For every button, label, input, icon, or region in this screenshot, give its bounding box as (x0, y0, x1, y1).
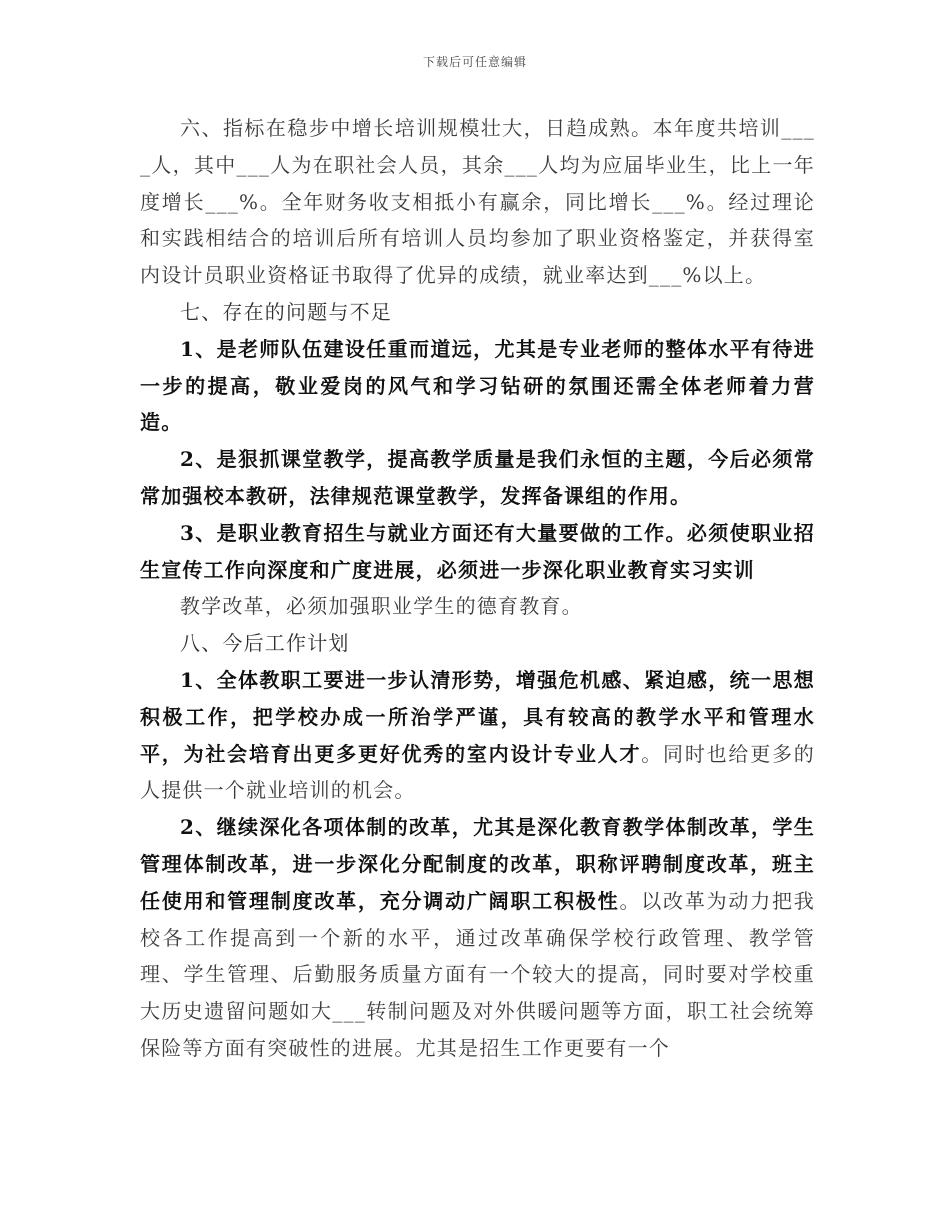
paragraph-indicators: 六、指标在稳步中增长培训规模壮大，日趋成熟。本年度共培训____人，其中___人为在职社会人员，其余___人均为应届毕业生，比上一年度增长___%。全年财务收支相抵小有赢余，同比增长___%。经过理论和实践相结合的培训后所有培训人员均参加了职业资格鉴定，并获得室内设计员职业资格证书取得了优异的成绩，就业率达到___%以上。 (140, 116, 815, 288)
section-heading-problems: 七、存在的问题与不足 (180, 299, 392, 324)
paragraph-plan-2-normal-text: 。以改革为动力把我校各工作提高到一个新的水平，通过改革确保学校行政管理、教学管理、学生管理、后勤服务质量方面有一个较大的提高，同时要对学校重大历史遗留问题如大___转制问题及对外供暖问题等方面，职工社会统筹保险等方面有突破性的进展。尤其是招生工作更要有一个 (140, 888, 815, 1060)
paragraph-problem-1: 1、是老师队伍建设任重而道远，尤其是专业老师的整体水平有待进一步的提高，敬业爱岗的风气和学习钻研的氛围还需全体老师着力营造。 (140, 336, 815, 435)
paragraph-plan-2 (140, 809, 815, 1067)
paragraph-problem-3-continued: 教学改革，必须加强职业学生的德育教育。 (180, 594, 583, 619)
page-header: 下载后可任意编辑 (422, 55, 527, 69)
document-body (140, 110, 815, 1067)
paragraph-problem-3-bold-text: 3、是职业教育招生与就业方面还有大量要做的工作。必须使职业招生宣传工作向深度和广度进展，必须进一步深化职业教育实习实训 (140, 520, 815, 582)
paragraph-problem-3 (140, 515, 815, 589)
section-heading-future-plan: 八、今后工作计划 (180, 631, 350, 656)
paragraph-plan-2-bold-text: 2、继续深化各项体制的改革，尤其是深化教育教学体制改革，学生管理体制改革，进一步深化分配制度的改革，职称评聘制度改革，班主任使用和管理制度改革，充分调动广阔职工积极性 (140, 815, 815, 913)
paragraph-problem-2: 2、是狠抓课堂教学，提高教学质量是我们永恒的主题，今后必须常常加强校本教研，法律规范课堂教学，发挥备课组的作用。 (140, 447, 815, 508)
paragraph-plan-1-bold-text: 1、全体教职工要进一步认清形势，增强危机感、紧迫感，统一思想积极工作，把学校办成一所治学严谨，具有较高的教学水平和管理水平，为社会培育出更多更好优秀的室内设计专业人才 (140, 667, 815, 766)
paragraph-plan-1 (140, 662, 815, 809)
paragraph-plan-1-normal-text: 。同时也给更多的人提供一个就业培训的机会。 (140, 741, 815, 803)
